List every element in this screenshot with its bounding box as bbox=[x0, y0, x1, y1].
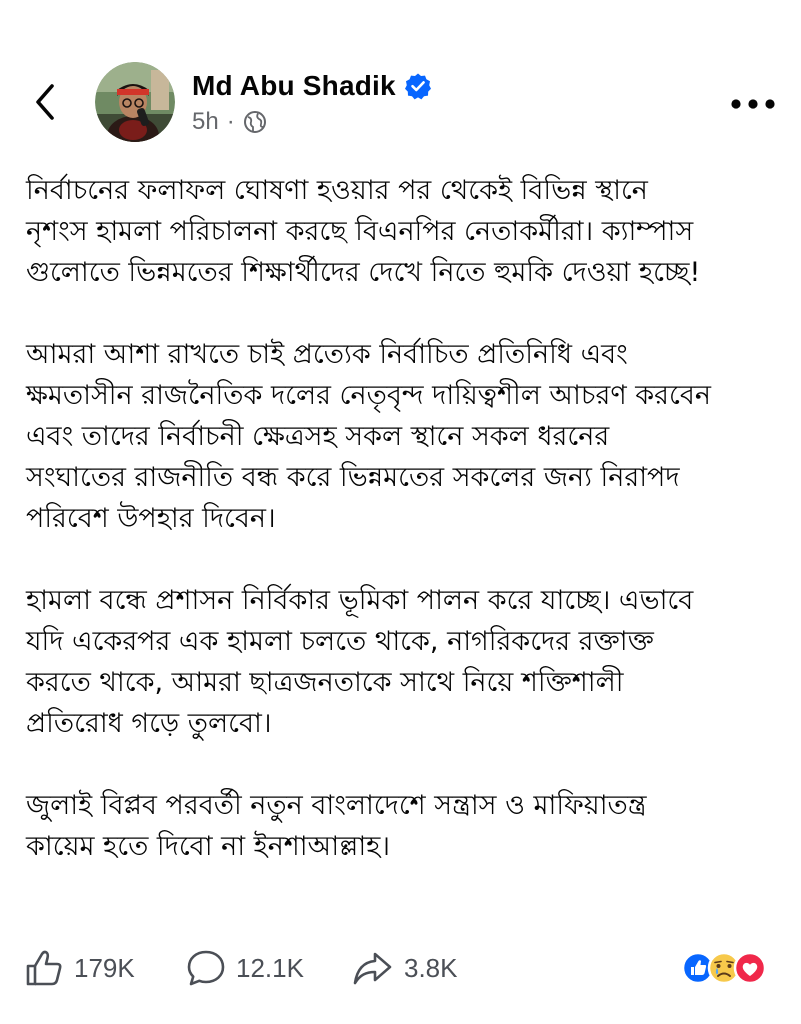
profile-photo bbox=[95, 62, 175, 142]
avatar[interactable] bbox=[95, 62, 175, 142]
post-paragraph: হামলা বন্ধে প্রশাসন নির্বিকার ভূমিকা পালন করে যাচ্ছে। এভাবে যদি একেরপর এক হামলা চলতে থাকে, নাগরিকদের রক্তাক্ত করতে থাকে, আমরা ছাত্রজনতাকে সাথে নিয়ে শক্তিশালী প্রতিরোধ গড়ে তুলবো। bbox=[26, 585, 694, 739]
comment-button[interactable] bbox=[186, 940, 304, 996]
post-paragraph: নির্বাচনের ফলাফল ঘোষণা হওয়ার পর থেকেই বিভিন্ন স্থানে নৃশংস হামলা পরিচালনা করছে বিএনপির নেতাকর্মীরা। ক্যাম্পাস গুলোতে ভিন্নমতের শিক্ষার্থীদের দেখে নিতে হুমকি দেওয়া হচ্ছে! bbox=[26, 175, 701, 288]
post-timestamp[interactable]: 5h bbox=[192, 108, 219, 135]
share-button[interactable] bbox=[352, 940, 458, 996]
love-reaction-icon bbox=[735, 953, 765, 983]
comment-count: 12.1K bbox=[236, 952, 304, 983]
comment-bubble-icon bbox=[186, 948, 226, 988]
meta-separator: · bbox=[226, 108, 235, 135]
share-count: 3.8K bbox=[404, 952, 458, 983]
like-count: 179K bbox=[74, 952, 135, 983]
post-header bbox=[0, 0, 801, 160]
author-name-row bbox=[192, 70, 432, 102]
author-name[interactable]: Md Abu Shadik bbox=[192, 70, 396, 101]
verified-badge-icon bbox=[404, 72, 432, 100]
reaction-icons bbox=[680, 946, 780, 990]
chevron-left-icon bbox=[24, 80, 68, 124]
back-button[interactable] bbox=[24, 80, 68, 124]
like-button[interactable] bbox=[24, 940, 135, 996]
post-paragraph: আমরা আশা রাখতে চাই প্রত্যেক নির্বাচিত প্রতিনিধি এবং ক্ষমতাসীন রাজনৈতিক দলের নেতৃবৃন্দ দায়িত্বশীল আচরণ করবেন এবং তাদের নির্বাচনী ক্ষেত্রসহ সকল স্থানে সকল ধরনের সংঘাতের রাজনীতি বন্ধ করে ভিন্নমতের সকলের জন্য নিরাপদ পরিবেশ উপহার দিবেন। bbox=[26, 339, 711, 534]
globe-icon bbox=[243, 110, 267, 134]
post-actions-bar bbox=[0, 940, 801, 1000]
thumbs-up-icon bbox=[24, 948, 64, 988]
post-paragraph: জুলাই বিপ্লব পরবর্তী নতুন বাংলাদেশে সন্ত্রাস ও মাফিয়াতন্ত্র কায়েম হতে দিবো না ইনশাআল্লাহ। bbox=[26, 790, 647, 862]
share-arrow-icon bbox=[352, 948, 394, 988]
more-horizontal-icon bbox=[730, 92, 776, 116]
post-meta bbox=[192, 108, 267, 136]
reactions-summary[interactable] bbox=[680, 946, 780, 990]
post-text bbox=[26, 170, 784, 908]
more-options-button[interactable] bbox=[730, 92, 776, 116]
